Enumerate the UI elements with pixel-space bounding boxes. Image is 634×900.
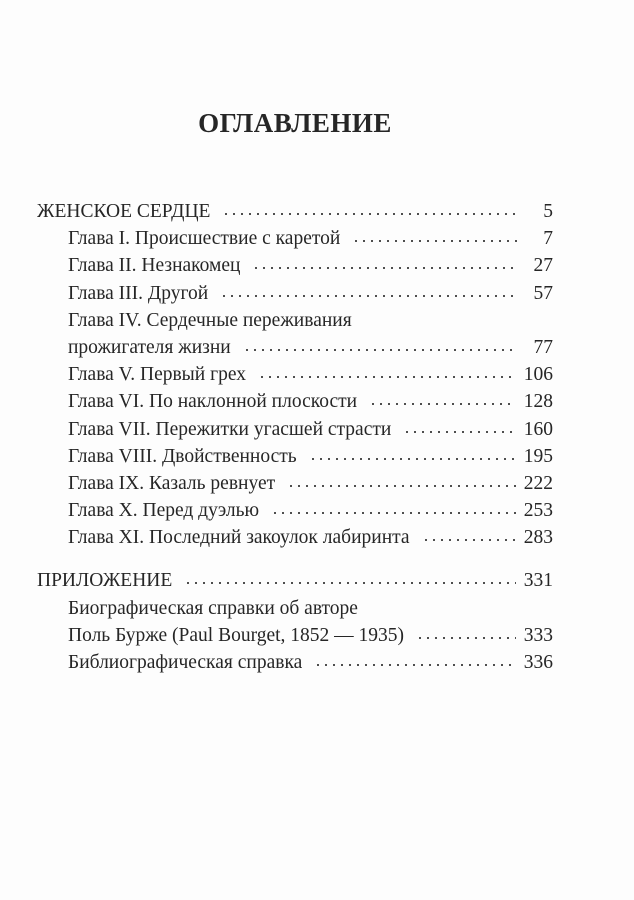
toc-entry-section <box>37 567 553 594</box>
toc-entry-chapter <box>37 622 553 649</box>
toc-entry-chapter <box>37 595 553 622</box>
dot-leader <box>309 456 516 462</box>
table-of-contents <box>37 198 553 676</box>
page-title: ОГЛАВЛЕНИЕ <box>198 108 392 138</box>
dot-leader <box>352 238 517 244</box>
entry-title: Глава III. Другой <box>68 282 209 304</box>
entry-title: Биографическая справки об авторе <box>68 597 358 619</box>
toc-entry-chapter <box>37 443 553 470</box>
page-number: 331 <box>523 570 553 592</box>
dot-leader <box>220 293 517 299</box>
entry-title: ПРИЛОЖЕНИЕ <box>37 570 173 592</box>
entry-title: Глава II. Незнакомец <box>68 255 241 277</box>
entry-title: Глава VIII. Двойственность <box>68 445 297 467</box>
page-number: 57 <box>533 282 553 304</box>
toc-entry-chapter <box>37 280 553 307</box>
entry-title: прожигателя жизни <box>68 336 231 358</box>
entry-title: Глава IX. Казаль ревнует <box>68 472 276 494</box>
page-number: 283 <box>523 527 553 549</box>
page-number: 160 <box>523 418 553 440</box>
entry-title: Глава VI. По наклонной плоскости <box>68 391 358 413</box>
toc-entry-chapter <box>37 361 553 388</box>
page-number: 106 <box>523 364 553 386</box>
toc-entry-chapter <box>37 307 553 334</box>
page-number: 222 <box>523 472 553 494</box>
toc-entry-chapter <box>37 649 553 676</box>
dot-leader <box>258 374 516 380</box>
toc-entry-chapter <box>37 524 553 551</box>
entry-title: Глава I. Происшествие с каретой <box>68 228 341 250</box>
dot-leader <box>222 211 517 217</box>
toc-entry-chapter <box>37 388 553 415</box>
dot-leader <box>243 347 517 353</box>
toc-entry-chapter <box>37 470 553 497</box>
entry-title: Поль Бурже (Paul Bourget, 1852 — 1935) <box>68 624 405 646</box>
toc-entry-chapter <box>37 416 553 443</box>
dot-leader <box>369 401 516 407</box>
entry-title: Библиографическая справка <box>68 652 303 673</box>
entry-title: Глава IV. Сердечные переживания <box>68 309 352 331</box>
page-number: 195 <box>523 445 553 467</box>
toc-entry-chapter <box>37 252 553 279</box>
page-number: 336 <box>523 652 553 673</box>
dot-leader <box>314 662 515 668</box>
entry-title: Глава VII. Пережитки угасшей страсти <box>68 418 392 440</box>
dot-leader <box>416 635 516 641</box>
page-number: 5 <box>543 201 553 222</box>
entry-title: Глава XI. Последний закоулок лабиринта <box>68 527 410 549</box>
entry-title: Глава V. Первый грех <box>68 364 246 386</box>
dot-leader <box>252 265 517 271</box>
entry-title: ЖЕНСКОЕ СЕРДЦЕ <box>37 201 211 222</box>
toc-entry-chapter <box>37 334 553 361</box>
page-number: 77 <box>533 336 553 358</box>
page-number: 333 <box>523 624 553 646</box>
toc-entry-section <box>37 198 553 225</box>
dot-leader <box>403 429 515 435</box>
page-number: 128 <box>523 391 553 413</box>
page-number: 27 <box>533 255 553 277</box>
dot-leader <box>287 483 516 489</box>
page-number: 253 <box>523 500 553 522</box>
dot-leader <box>184 580 515 586</box>
toc-entry-chapter <box>37 497 553 524</box>
dot-leader <box>271 510 516 516</box>
toc-entry-chapter <box>37 225 553 252</box>
entry-title: Глава X. Перед дуэлью <box>68 500 260 522</box>
dot-leader <box>422 537 516 543</box>
page-number: 7 <box>543 228 553 250</box>
